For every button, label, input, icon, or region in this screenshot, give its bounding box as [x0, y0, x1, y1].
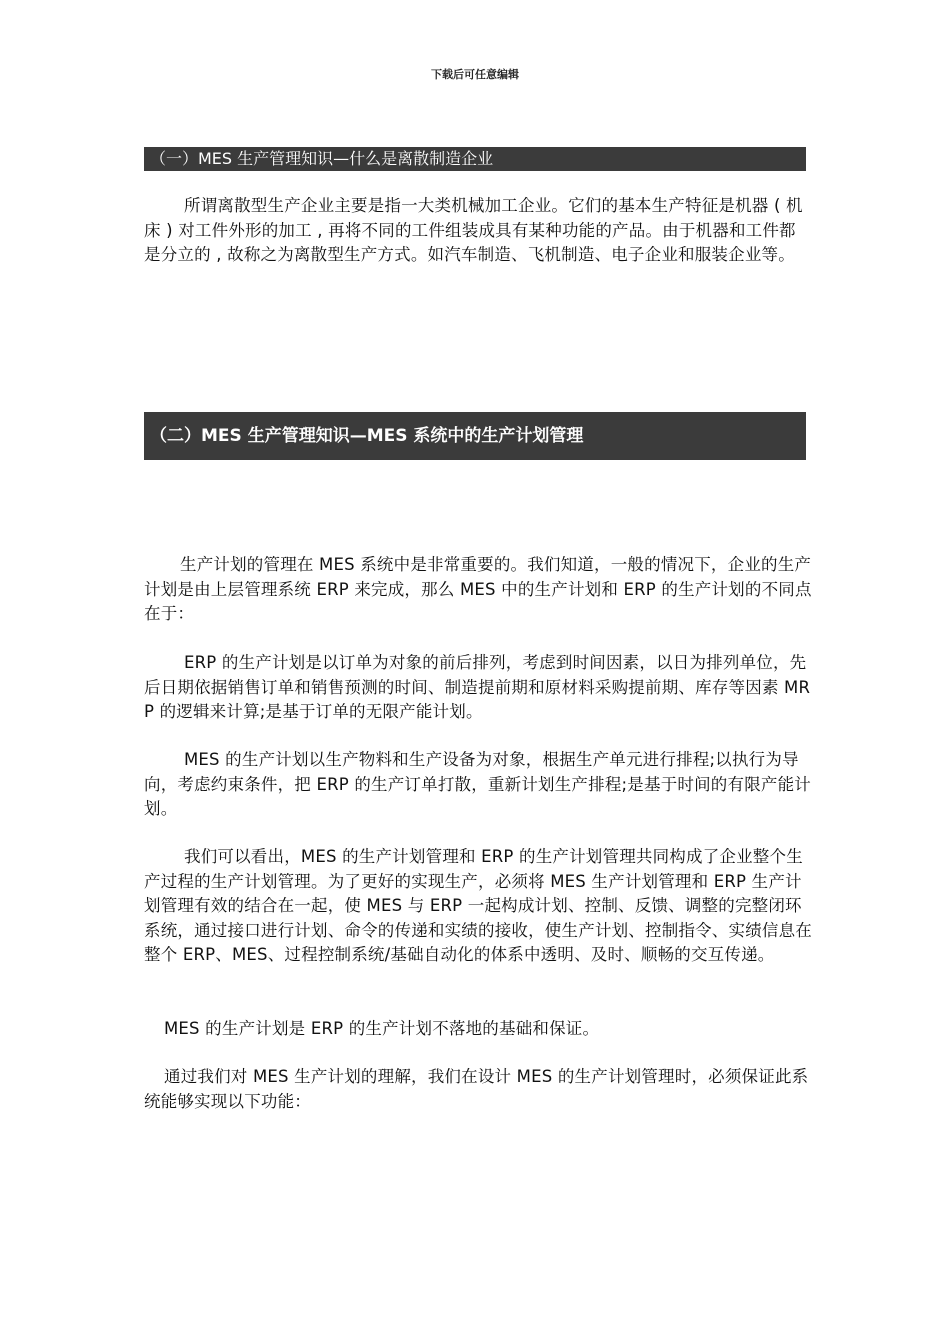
paragraph-combined-plan: 我们可以看出，MES 的生产计划管理和 ERP 的生产计划管理共同构成了企业整个生产过程的生产计划管理。为了更好的实现生产，必须将 MES 生产计划管理和 ERP 生产计划管理有效的结合在一起，使 MES 与 ERP 一起构成计划、控制、反馈、调整的完整闭环系统，通过接口进行计划、命令的传递和实绩的接收，使生产计划、控制指令、实绩信息在整个 ERP、MES、过程控制系统/基础自动化的体系中透明、及时、顺畅的交互传递。	[144, 847, 812, 964]
paragraph-erp-plan: ERP 的生产计划是以订单为对象的前后排列，考虑到时间因素，以日为排列单位，先后日期依据销售订单和销售预测的时间、制造提前期和原材料采购提前期、库存等因素 MRP 的逻辑来计算;是基于订单的无限产能计划。	[144, 653, 811, 721]
section-heading-1: （一）MES 生产管理知识—什么是离散制造企业	[144, 147, 806, 171]
paragraph-mes-plan: MES 的生产计划以生产物料和生产设备为对象，根据生产单元进行排程;以执行为导向，考虑约束条件，把 ERP 的生产订单打散，重新计划生产排程;是基于时间的有限产能计划。	[144, 750, 811, 818]
page-header: 下载后可任意编辑	[431, 68, 519, 81]
paragraph-requirements: 通过我们对 MES 生产计划的理解，我们在设计 MES 的生产计划管理时，必须保证此系统能够实现以下功能：	[144, 1067, 809, 1111]
paragraph-intro: 生产计划的管理在 MES 系统中是非常重要的。我们知道，一般的情况下，企业的生产计划是由上层管理系统 ERP 来完成，那么 MES 中的生产计划和 ERP 的生产计划的不同点在于：	[144, 555, 812, 623]
paragraph-discrete-manufacturing: 所谓离散型生产企业主要是指一大类机械加工企业。它们的基本生产特征是机器 ( 机床 ) 对工件外形的加工 , 再将不同的工件组装成具有某种功能的产品。由于机器和工件都是分立的 , 故称之为离散型生产方式。如汽车制造、飞机制造、电子企业和服装企业等。	[144, 196, 803, 264]
section-heading-2: （二）MES 生产管理知识—MES 系统中的生产计划管理	[144, 412, 806, 460]
paragraph-foundation: MES 的生产计划是 ERP 的生产计划不落地的基础和保证。	[164, 1019, 600, 1038]
